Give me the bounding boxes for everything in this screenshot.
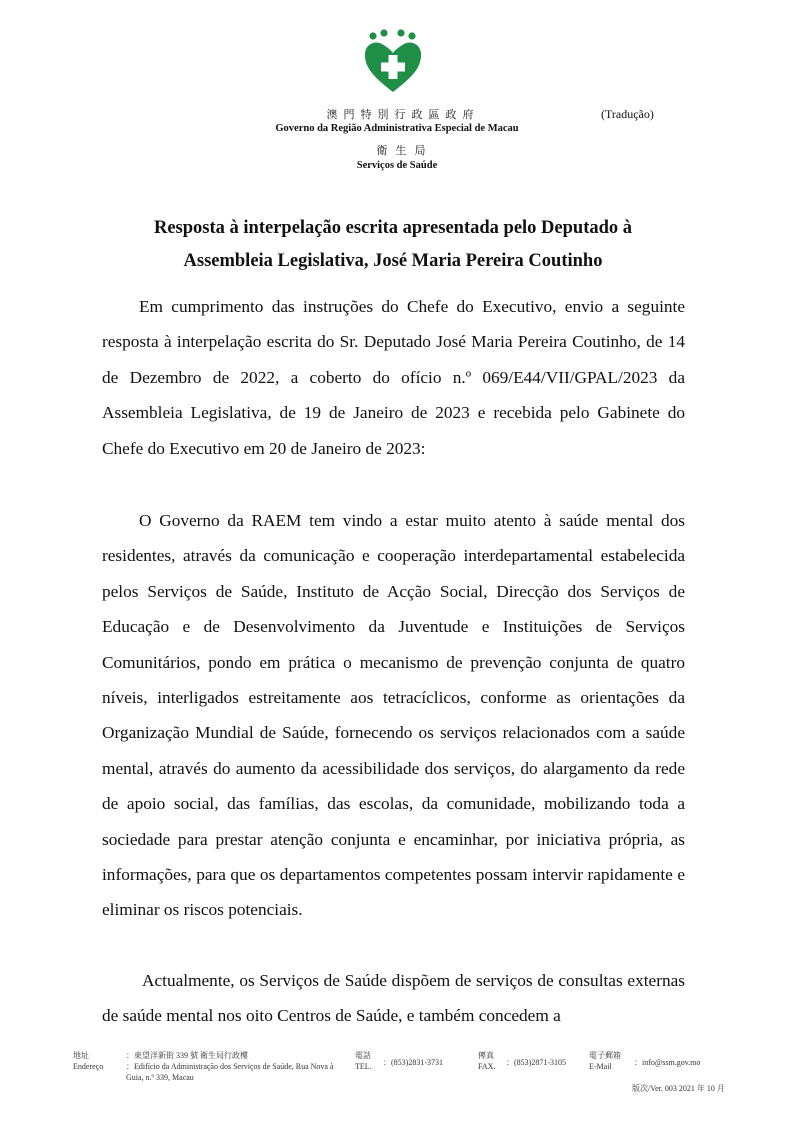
address-zh: ：東望洋新街 339 號 衛生局行政樓 xyxy=(126,1051,248,1060)
paragraph-3 xyxy=(102,963,685,1034)
government-name-portuguese: Governo da Região Administrativa Especial de Macau xyxy=(275,123,519,134)
paragraph-2 xyxy=(102,503,685,928)
translation-note: (Tradução) xyxy=(601,107,654,121)
health-bureau-logo xyxy=(363,28,423,94)
fax-label-pt: FAX. xyxy=(478,1062,496,1071)
footer-address-label xyxy=(73,1050,103,1072)
tel-label-zh: 電話 xyxy=(355,1051,371,1060)
email-label-pt: E-Mail xyxy=(589,1062,612,1071)
footer-tel-value: ：(853)2831-3731 xyxy=(383,1058,443,1067)
department-name-portuguese: Serviços de Saúde xyxy=(356,160,438,171)
version-note: 版次/Ver. 003 2021 年 10 月 xyxy=(632,1084,725,1093)
document-title xyxy=(102,212,684,278)
footer-fax-label xyxy=(478,1050,495,1072)
title-line-1: Resposta à interpelação escrita apresentada pelo Deputado à xyxy=(153,218,633,238)
footer-fax-value: ：(853)2871-3105 xyxy=(506,1058,566,1067)
paragraph-3-text: Actualmente, os Serviços de Saúde dispõem de serviços de consultas externas de saúde mental nos oito Centros de Saúde, e também concedem a xyxy=(102,971,685,1026)
paragraph-1-text: Em cumprimento das instruções do Chefe do Executivo, envio a seguinte resposta à interpelação escrita do Sr. Deputado José Maria Pereira Coutinho, de 14 de Dezembro de 2022, a coberto do ofício n.º 069/E44/VII/GPAL/2023 da Assembleia Legislativa, de 19 de Janeiro de 2023 e recebida pelo Gabinete do Chefe do Executivo em 20 de Janeiro de 2023: xyxy=(102,297,685,458)
footer-tel-label xyxy=(355,1050,372,1072)
address-pt: ：Edifício da Administração dos Serviços de Saúde, Rua Nova à Guia, n.º 339, Macau xyxy=(126,1062,334,1082)
email-label-zh: 電子郵箱 xyxy=(589,1051,621,1060)
footer-email-value[interactable]: ：info@ssm.gov.mo xyxy=(634,1058,701,1067)
department-name-chinese: 衛生局 xyxy=(376,145,434,157)
title-line-2: Assembleia Legislativa, José Maria Pereira Coutinho xyxy=(183,251,603,271)
paragraph-2-text: O Governo da RAEM tem vindo a estar muito atento à saúde mental dos residentes, através da comunicação e cooperação interdepartamental estabelecida pelos Serviços de Saúde, Instituto de Acção Social, Direcção dos Serviços de Educação e de Desenvolvimento da Juventude e Instituições de Serviços Comunitários, pondo em prática o mecanismo de prevenção conjunta de quatro níveis, interligados estreitamente aos tetracíclicos, conforme as orientações da Organização Mundial de Saúde, fornecendo os serviços relacionados com a saúde mental, através do aumento da acessibilidade dos serviços, do alargamento da rede de apoio social, das famílias, das escolas, da comunidade, mobilizando toda a sociedade para prestar atenção conjunta e encaminhar, por iniciativa própria, as informações, para que os departamentos competentes possam intervir rapidamente e eliminar os riscos potenciais. xyxy=(102,511,685,920)
government-name-chinese: 澳門特別行政區政府 xyxy=(326,109,480,121)
footer-email-label xyxy=(589,1050,621,1072)
footer-address xyxy=(126,1050,341,1083)
address-label-pt: Endereço xyxy=(73,1062,104,1071)
tel-label-pt: TEL. xyxy=(355,1062,372,1071)
address-label-zh: 地址 xyxy=(73,1051,89,1060)
fax-label-zh: 傳真 xyxy=(478,1051,494,1060)
paragraph-1 xyxy=(102,289,685,466)
